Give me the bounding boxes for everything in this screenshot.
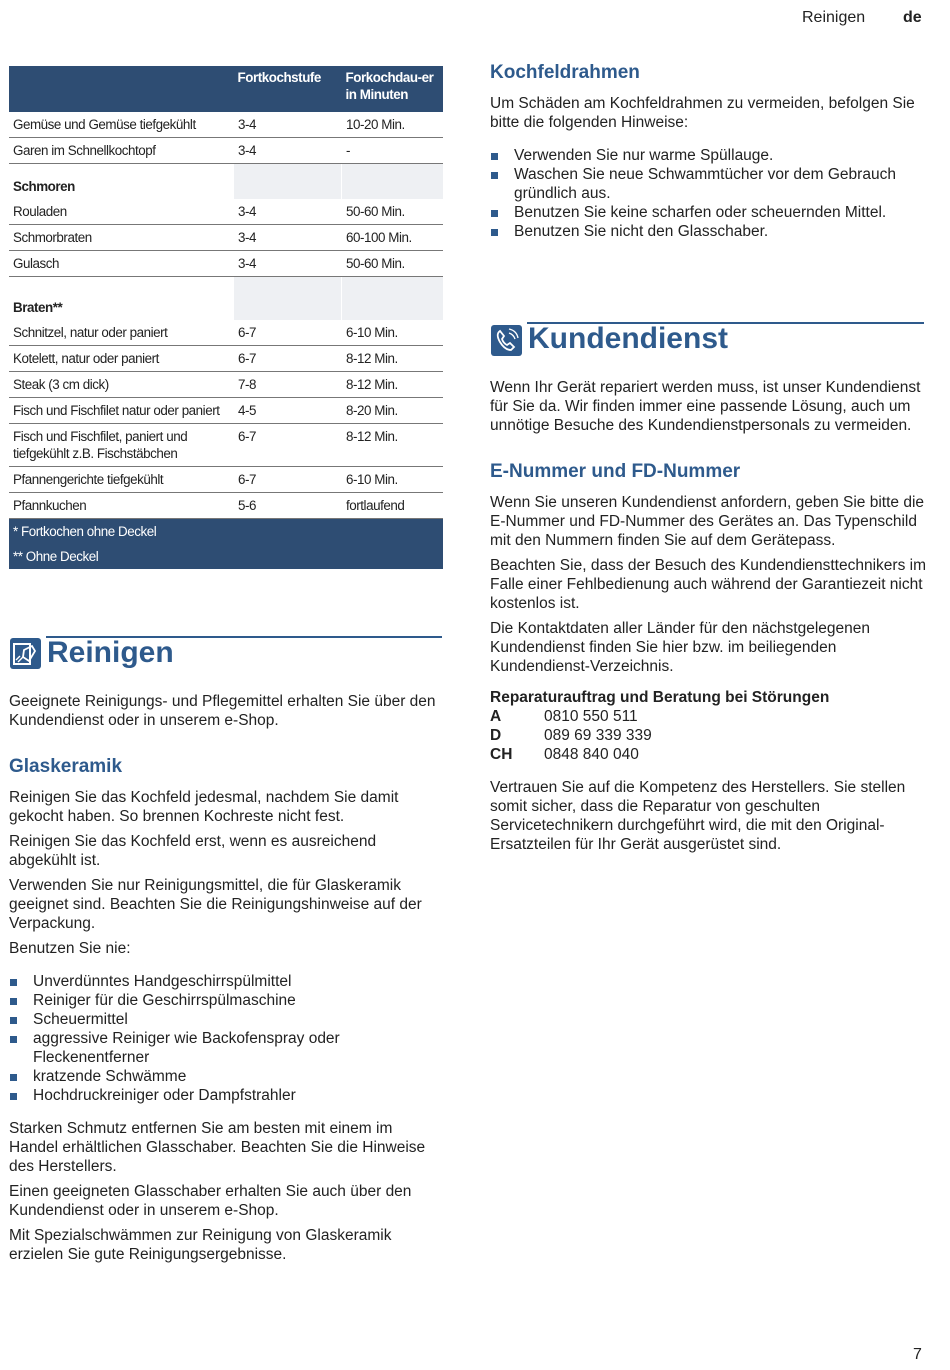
table-cell: Garen im Schnellkochtopf xyxy=(9,138,234,164)
kochfeldrahmen-title: Kochfeldrahmen xyxy=(490,62,640,83)
table-footnote-row xyxy=(9,544,443,569)
table-cell xyxy=(342,164,444,200)
table-cell: Pfannengerichte tiefgekühlt xyxy=(9,467,234,493)
contact-phone: 089 69 339 339 xyxy=(544,727,652,744)
contact-row xyxy=(490,707,926,726)
table-footnote: * Fortkochen ohne Deckel xyxy=(9,519,443,545)
table-row xyxy=(9,372,443,398)
table-header-cell: Forkochdau-er in Minuten xyxy=(342,66,444,112)
table-cell: fortlaufend xyxy=(342,493,444,519)
table-cell: 3-4 xyxy=(234,199,342,225)
enummer-paragraph: Die Kontaktdaten aller Länder für den nächstgelegenen Kundendienst finden Sie hier bzw. im beiliegenden Kundendienst-Verzeichnis. xyxy=(490,620,871,675)
table-cell: 60-100 Min. xyxy=(342,225,444,251)
table-footnote: ** Ohne Deckel xyxy=(9,544,443,569)
contact-row xyxy=(490,745,926,764)
table-group-row xyxy=(9,164,443,200)
glaskeramik-paragraph: Reinigen Sie das Kochfeld jedesmal, nachdem Sie damit gekocht haben. So brennen Kochreste nicht fest. xyxy=(9,789,399,825)
table-cell: Fisch und Fischfilet natur oder paniert xyxy=(9,398,234,424)
table-row xyxy=(9,493,443,519)
kochfeldrahmen-section xyxy=(490,62,926,241)
kundendienst-closing: Vertrauen Sie auf die Kompetenz des Herstellers. Sie stellen somit sicher, dass die Reparatur von geschulten Servicetechnikern durchgeführt wird, die mit den Original-Ersatzteilen für Ihr Gerät ausgerüstet sind. xyxy=(490,779,906,853)
contact-phone: 0848 840 040 xyxy=(544,746,639,763)
list-item: Unverdünntes Handgeschirrspülmittel xyxy=(9,972,443,991)
table-cell: Rouladen xyxy=(9,199,234,225)
table-cell: 50-60 Min. xyxy=(342,251,444,277)
kundendienst-intro: Wenn Ihr Gerät repariert werden muss, ist unser Kundendienst für Sie da. Wir finden immer eine passende Lösung, auch um unnötige Besuche des Kundendienstpersonals zu vermeiden. xyxy=(490,379,921,434)
table-cell: 7-8 xyxy=(234,372,342,398)
table-row xyxy=(9,424,443,467)
contact-title: Reparaturauftrag und Beratung bei Störungen xyxy=(490,689,830,706)
list-item: aggressive Reiniger wie Backofenspray oder Fleckenentferner xyxy=(9,1029,443,1067)
table-row xyxy=(9,346,443,372)
list-item: kratzende Schwämme xyxy=(9,1067,443,1086)
table-row xyxy=(9,320,443,346)
table-cell: 6-10 Min. xyxy=(342,467,444,493)
table-cell: 8-12 Min. xyxy=(342,372,444,398)
list-item: Hochdruckreiniger oder Dampfstrahler xyxy=(9,1086,443,1105)
table-group-row xyxy=(9,277,443,321)
cleaning-icon xyxy=(10,638,41,669)
list-item: Waschen Sie neue Schwammtücher vor dem Gebrauch gründlich aus. xyxy=(490,165,926,203)
phone-icon xyxy=(491,325,522,356)
table-cell: 8-12 Min. xyxy=(342,346,444,372)
table-cell: Steak (3 cm dick) xyxy=(9,372,234,398)
glaskeramik-paragraph: Verwenden Sie nur Reinigungsmittel, die für Glaskeramik geeignet sind. Beachten Sie die Reinigungshinweise auf der Verpackung. xyxy=(9,877,422,932)
contact-country: D xyxy=(490,727,502,744)
reinigen-intro: Geeignete Reinigungs- und Pflegemittel erhalten Sie über den Kundendienst oder in unserem e-Shop. xyxy=(9,693,436,729)
table-row xyxy=(9,398,443,424)
table-cell: Schnitzel, natur oder paniert xyxy=(9,320,234,346)
kundendienst-title: Kundendienst xyxy=(528,322,728,355)
table-header-row xyxy=(9,66,443,112)
table-cell: Pfannkuchen xyxy=(9,493,234,519)
table-header-cell: Fortkochstufe xyxy=(234,66,342,112)
list-item: Benutzen Sie nicht den Glasschaber. xyxy=(490,222,926,241)
list-item: Reiniger für die Geschirrspülmaschine xyxy=(9,991,443,1010)
contact-list xyxy=(490,707,926,764)
table-cell: Schmorbraten xyxy=(9,225,234,251)
contact-phone: 0810 550 511 xyxy=(544,708,638,725)
table-cell: 3-4 xyxy=(234,225,342,251)
table-row xyxy=(9,138,443,164)
table-row xyxy=(9,199,443,225)
list-item: Benutzen Sie keine scharfen oder scheuernden Mittel. xyxy=(490,203,926,222)
glaskeramik-title: Glaskeramik xyxy=(9,756,123,777)
table-row xyxy=(9,467,443,493)
table-cell: 3-4 xyxy=(234,112,342,138)
table-cell: 6-7 xyxy=(234,467,342,493)
table-cell: Kotelett, natur oder paniert xyxy=(9,346,234,372)
table-cell: 10-20 Min. xyxy=(342,112,444,138)
kochfeldrahmen-intro: Um Schäden am Kochfeldrahmen zu vermeiden, befolgen Sie bitte die folgenden Hinweise: xyxy=(490,95,915,131)
glaskeramik-paragraph: Reinigen Sie das Kochfeld erst, wenn es ausreichend abgekühlt ist. xyxy=(9,833,377,869)
enummer-title: E-Nummer und FD-Nummer xyxy=(490,461,741,482)
glaskeramik-paragraph: Mit Spezialschwämmen zur Reinigung von Glaskeramik erzielen Sie gute Reinigungsergebnisse. xyxy=(9,1227,392,1263)
contact-country: A xyxy=(490,708,502,725)
table-cell: Gulasch xyxy=(9,251,234,277)
table-cell xyxy=(342,277,444,321)
table-cell: 6-10 Min. xyxy=(342,320,444,346)
table-cell: 50-60 Min. xyxy=(342,199,444,225)
table-cell: 6-7 xyxy=(234,424,342,467)
kochfeldrahmen-list xyxy=(490,146,926,241)
list-item: Scheuermittel xyxy=(9,1010,443,1029)
reinigen-title: Reinigen xyxy=(47,636,174,669)
reinigen-body xyxy=(9,692,443,1270)
glaskeramik-paragraph: Benutzen Sie nie: xyxy=(9,940,131,957)
table-cell: 3-4 xyxy=(234,251,342,277)
table-cell xyxy=(234,164,342,200)
table-cell xyxy=(234,277,342,321)
running-header-section: Reinigen xyxy=(802,9,866,26)
table-row xyxy=(9,112,443,138)
glaskeramik-paragraph: Einen geeigneten Glasschaber erhalten Sie auch über den Kundendienst oder in unserem e-Shop. xyxy=(9,1183,412,1219)
list-item: Verwenden Sie nur warme Spüllauge. xyxy=(490,146,926,165)
table-header-cell xyxy=(9,66,234,112)
enummer-paragraph: Beachten Sie, dass der Besuch des Kundendiensttechnikers im Falle einer Fehlbedienung auch während der Garantiezeit nicht kostenlos ist. xyxy=(490,557,926,612)
table-cell: 4-5 xyxy=(234,398,342,424)
contact-row xyxy=(490,726,926,745)
running-header-language: de xyxy=(903,9,922,26)
table-cell: 5-6 xyxy=(234,493,342,519)
table-cell: Braten** xyxy=(13,300,63,315)
cooking-table xyxy=(9,66,443,569)
enummer-paragraph: Wenn Sie unseren Kundendienst anfordern, geben Sie bitte die E-Nummer und FD-Nummer des Gerätes an. Das Typenschild mit den Nummern finden Sie auf dem Gerätepass. xyxy=(490,494,925,549)
table-row xyxy=(9,251,443,277)
table-cell: 6-7 xyxy=(234,346,342,372)
table-cell: 8-20 Min. xyxy=(342,398,444,424)
contact-country: CH xyxy=(490,746,513,763)
table-cell: 6-7 xyxy=(234,320,342,346)
table-footnote-row xyxy=(9,519,443,545)
page-number: 7 xyxy=(913,1346,922,1363)
table-row xyxy=(9,225,443,251)
glaskeramik-list xyxy=(9,972,443,1105)
table-cell: 8-12 Min. xyxy=(342,424,444,467)
table-cell: Schmoren xyxy=(13,179,75,194)
table-cell: Fisch und Fischfilet, paniert und tiefgekühlt z.B. Fischstäbchen xyxy=(9,424,234,467)
table-cell: 3-4 xyxy=(234,138,342,164)
table-cell: - xyxy=(342,138,444,164)
glaskeramik-paragraph: Starken Schmutz entfernen Sie am besten mit einem im Handel erhältlichen Glasschaber. Beachten Sie die Hinweise des Herstellers. xyxy=(9,1120,426,1175)
table-cell: Gemüse und Gemüse tiefgekühlt xyxy=(9,112,234,138)
kundendienst-body xyxy=(490,378,926,860)
